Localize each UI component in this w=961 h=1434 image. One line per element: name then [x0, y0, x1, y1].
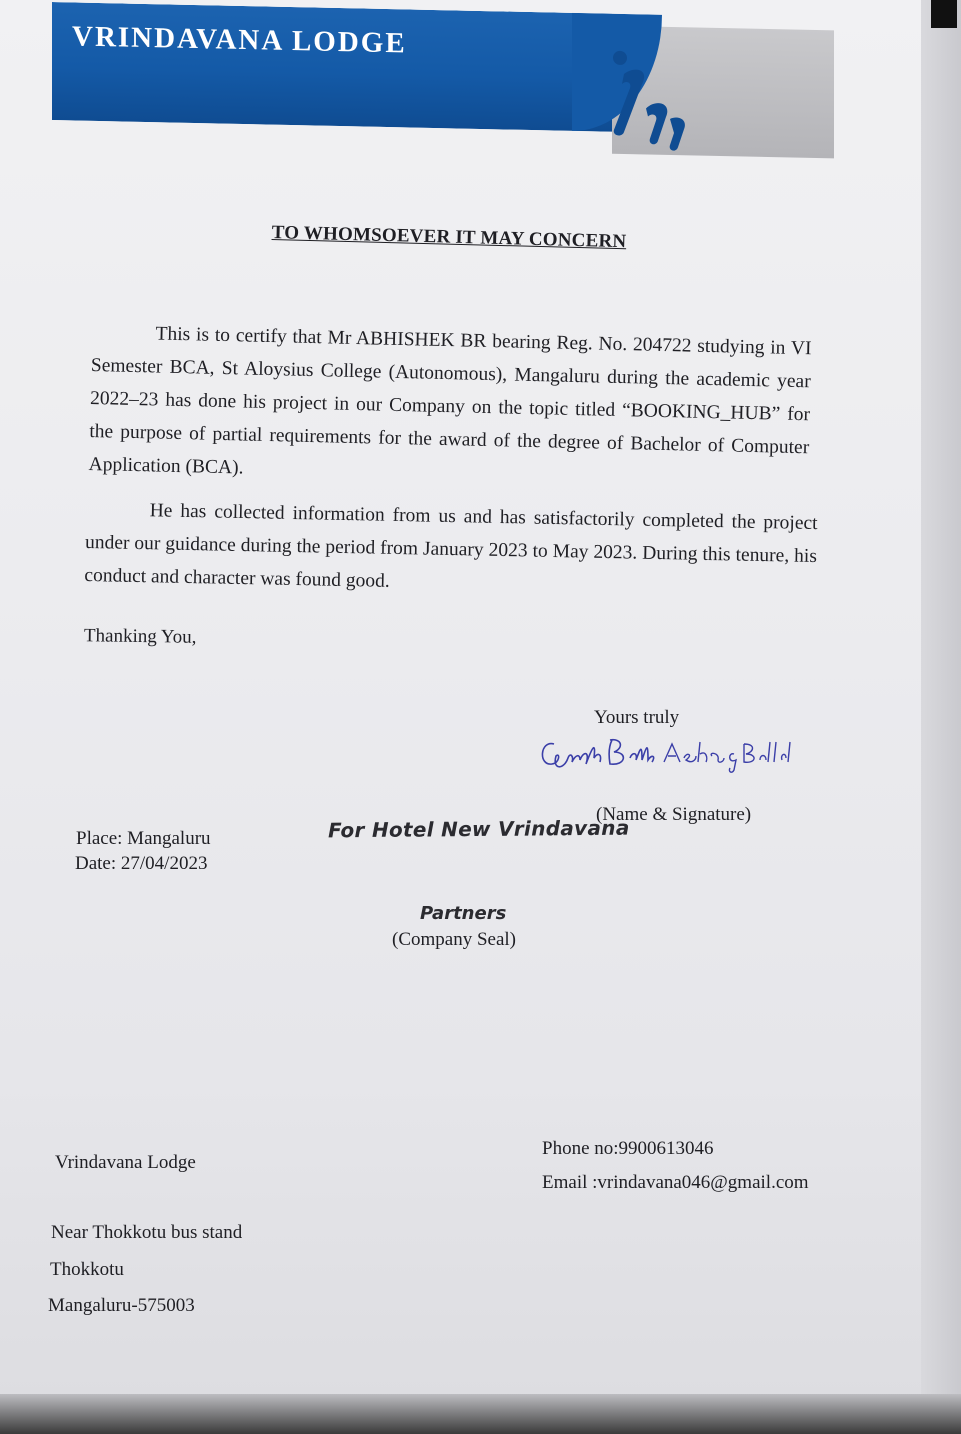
footer-org-name: Vrindavana Lodge [55, 1152, 196, 1173]
paragraph-certification: This is to certify that Mr ABHISHEK BR bearing Reg. No. 204722 studying in VI Semester BCA, St Aloysius College (Autonomous), Mangaluru during the academic year 2022–23 has done his project in our Company on the topic titled “BOOKING_HUB” for the purpose of partial requirements for the award of the degree of Bachelor of Computer Application (BCA). [88, 323, 812, 479]
handwritten-signature-icon [534, 730, 794, 780]
footer-address-line2: Thokkotu [50, 1259, 124, 1280]
date-text: Date: 27/04/2023 [75, 853, 208, 874]
place-text: Place: Mangaluru [76, 828, 211, 849]
footer-address-line1: Near Thokkotu bus stand [51, 1222, 243, 1243]
paragraph-completion: He has collected information from us and has satisfactorily completed the project under our guidance during the period from January 2023 to May 2023. During this tenure, his conduct and character was found good. [84, 500, 818, 592]
page-edge-bottom [0, 1394, 961, 1434]
yours-truly-text: Yours truly [594, 707, 680, 728]
stamp-hotel-name: For Hotel New Vrindavana [327, 815, 630, 843]
name-signature-label: (Name & Signature) [596, 804, 752, 825]
stamp-partners: Partners [420, 903, 507, 924]
footer-address-line3: Mangaluru-575003 [48, 1295, 195, 1316]
footer-phone: Phone no:9900613046 [542, 1138, 714, 1159]
footer-email: Email :vrindavana046@gmail.com [542, 1172, 809, 1193]
company-seal-label: (Company Seal) [392, 929, 517, 950]
letterhead-title: VRINDAVANA LODGE [72, 20, 407, 60]
closing-text: Thanking You, [83, 625, 197, 648]
letter-heading: TO WHOMSOEVER IT MAY CONCERN [271, 222, 627, 253]
